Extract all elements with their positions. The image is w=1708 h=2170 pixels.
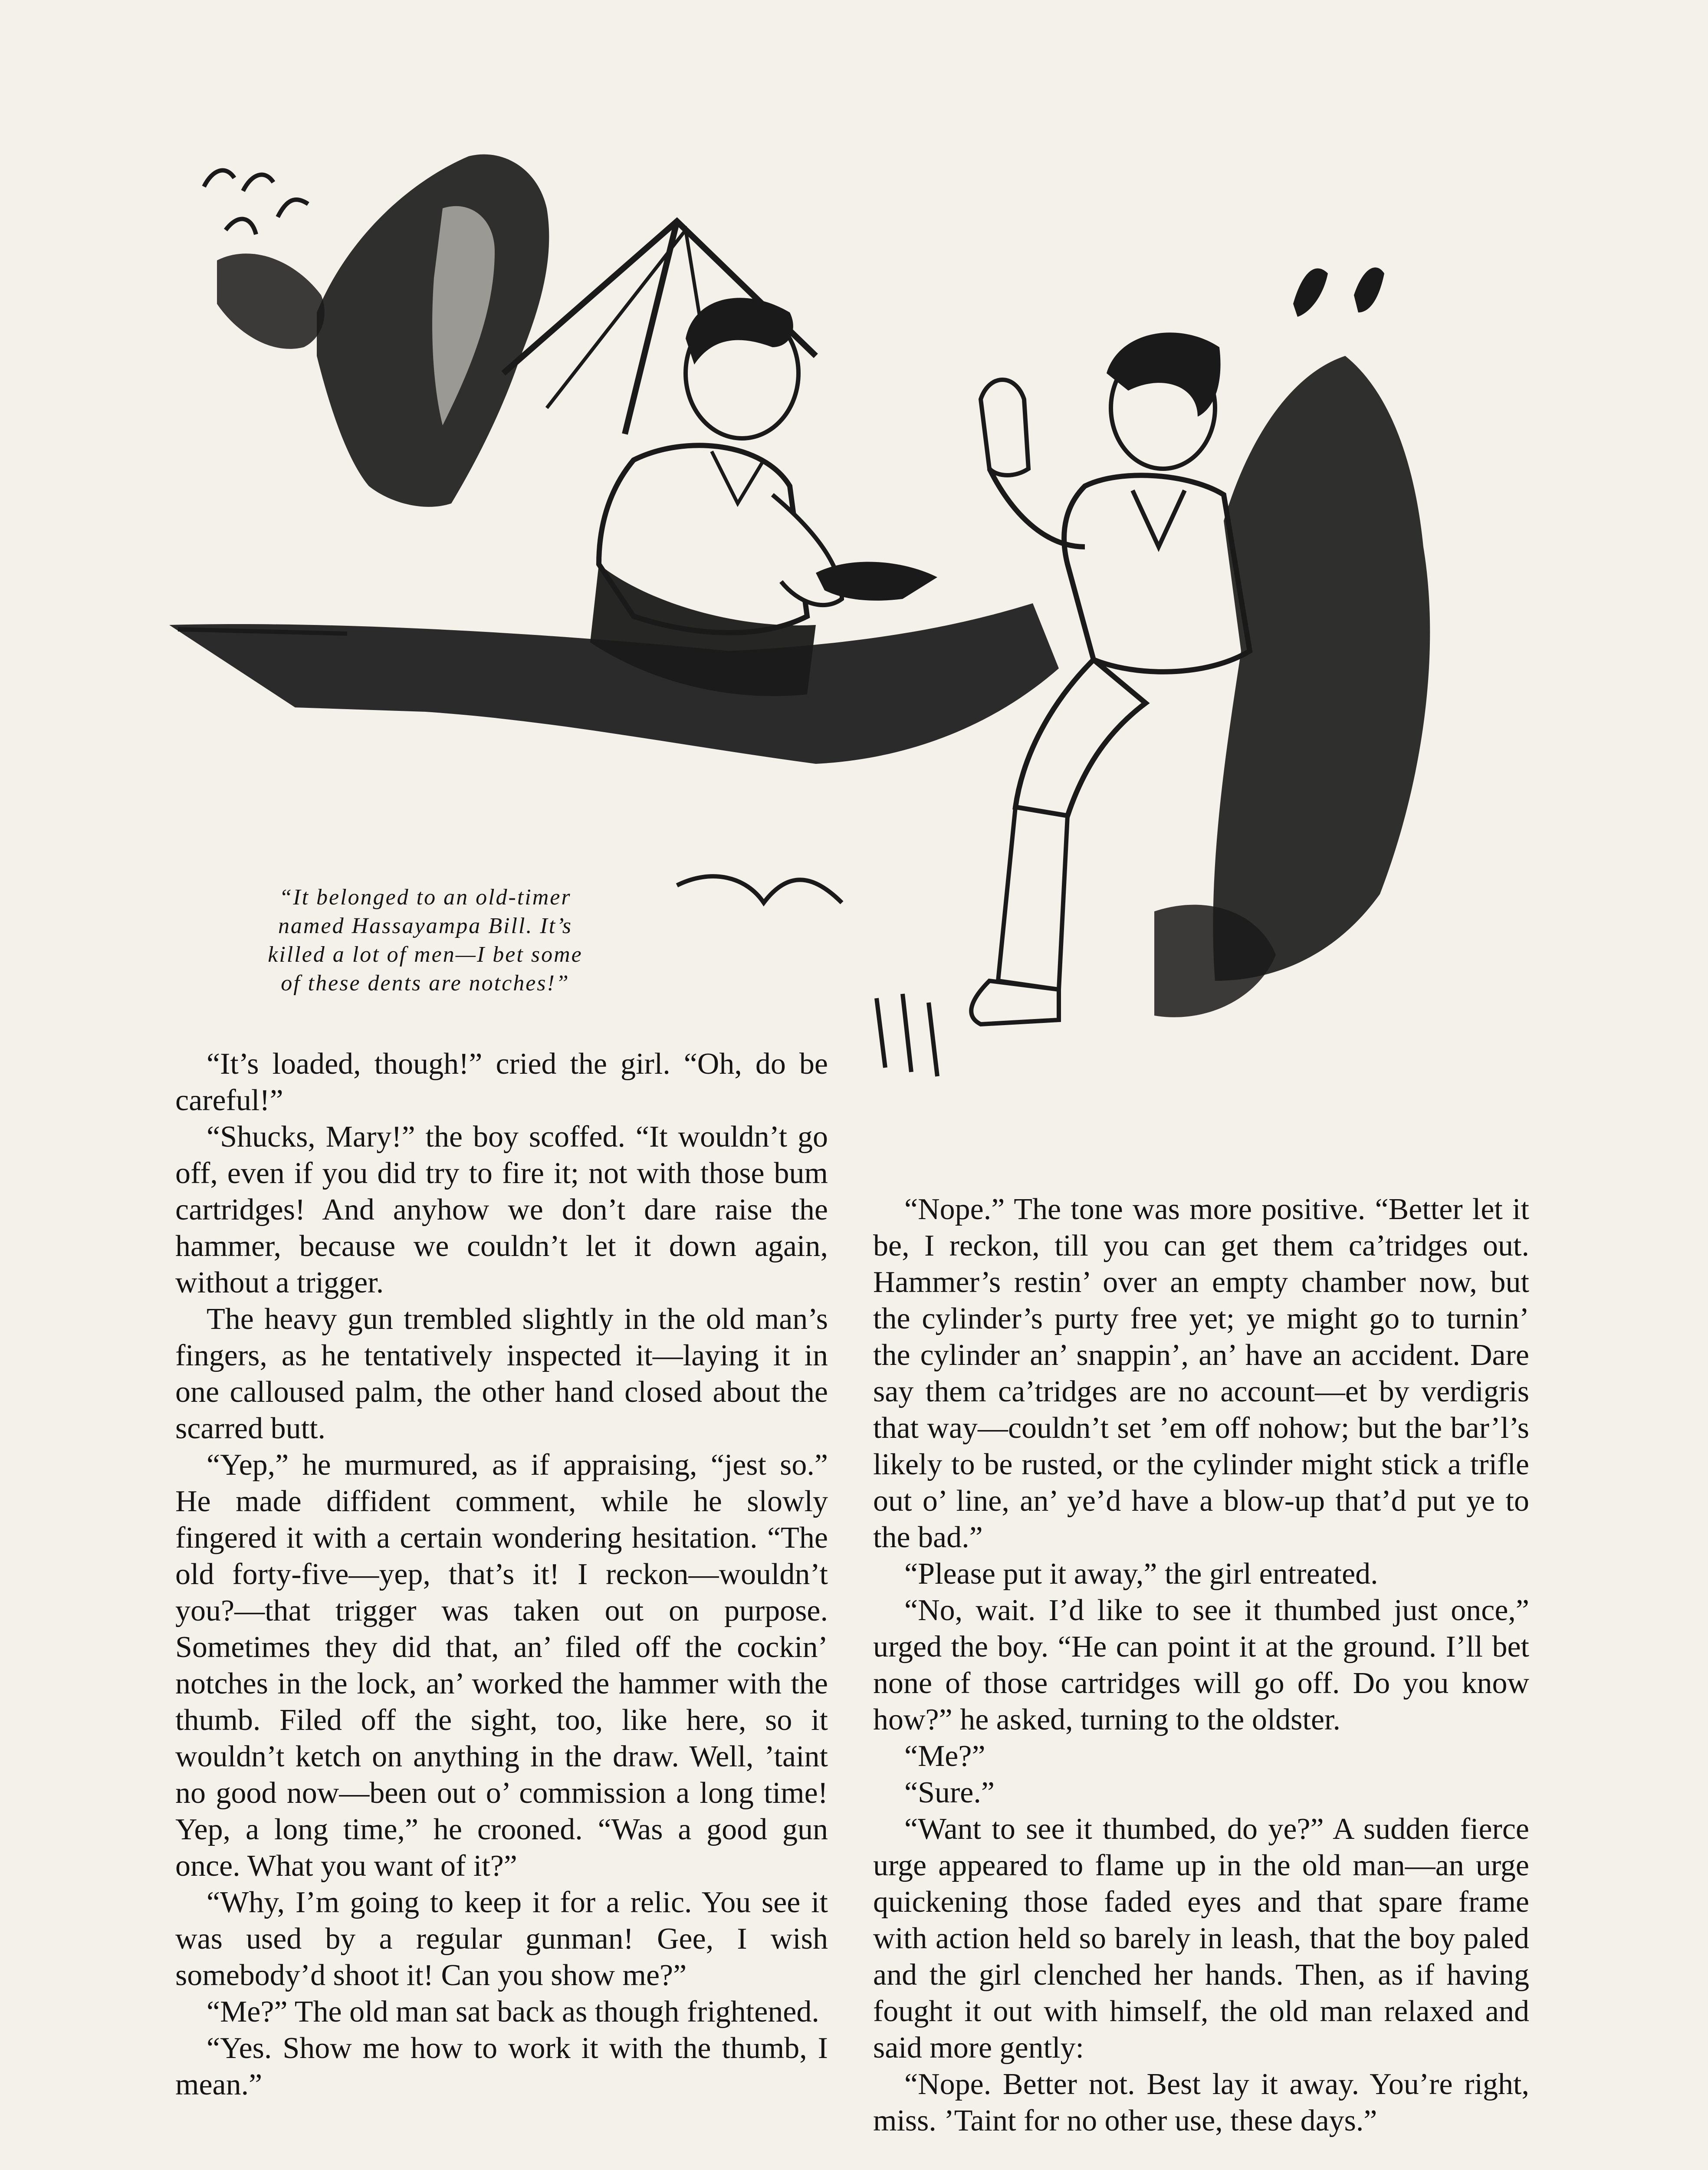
paragraph: “Me?” [904,1739,985,1773]
text-column-left [175,1046,828,2103]
paragraph: “Me?” The old man sat back as though frightened. [207,1995,819,2029]
paragraph: “Want to see it thumbed, do ye?” A sudden fierce urge appeared to flame up in the old man—an urge quickening those faded eyes and that spare frame with action held so barely in leash, that the boy paled and the girl clenched her hands. Then, as if having fought it out with himself, the old man relaxed and said more gently: [873,1812,1529,2065]
paragraph: “It’s loaded, though!” cried the girl. “Oh, do be careful!” [175,1047,828,1117]
paragraph: “Nope. Better not. Best lay it away. You’re right, miss. ’Taint for no other use, these days.” [873,2068,1529,2137]
paragraph: “Nope.” The tone was more positive. “Better let it be, I reckon, till you can get them ca’tridges out. Hammer’s restin’ over an empty chamber now, but the cylinder’s purty free yet; ye might go to turnin’ the cylinder an’ snappin’, an’ have an accident. Dare say them ca’tridges are no account—et by verdigris that way—couldn’t set ’em off nohow; but the bar’l’s likely to be rusted, or the cylinder might stick a trifle out o’ line, an’ ye’d have a blow-up that’d put ye to the bad.” [873,1193,1529,1554]
paragraph: “Please put it away,” the girl entreated. [904,1557,1378,1591]
mountain-sketch [217,155,549,507]
paragraph: “Sure.” [904,1776,995,1809]
paragraph: “Why, I’m going to keep it for a relic. You see it was used by a regular gunman! Gee, I wish somebody’d shoot it! Can you show me?” [175,1886,828,1992]
paragraph: “Yep,” he murmured, as if appraising, “jest so.” He made diffident comment, while he slowly fingered it with a certain wondering hesitation. “The old forty-five—yep, that’s it! I reckon—wouldn’t you?—that trigger was taken out on purpose. Sometimes they did that, an’ filed off the cockin’ notches in the lock, an’ worked the hammer with the thumb. Filed off the sight, too, like here, so it wouldn’t ketch on anything in the draw. Well, ’taint no good now—been out o’ commission a long time! Yep, a long time,” he crooned. “Was a good gun once. What you want of it?” [175,1448,828,1883]
text-column-right [873,1191,1529,2139]
paragraph: “No, wait. I’d like to see it thumbed just once,” urged the boy. “He can point it at the ground. I’ll bet none of those cartridges will go off. Do you know how?” he asked, turning to the oldster. [873,1594,1529,1736]
paragraph: “Shucks, Mary!” the boy scoffed. “It wouldn’t go off, even if you did try to fire it; not with those bum cartridges! And anyhow we don’t dare raise the hammer, because we couldn’t let it down again, without a trigger. [175,1120,828,1299]
grass-sketch-left [204,171,308,234]
paragraph: “Yes. Show me how to work it with the thumb, I mean.” [175,2032,828,2101]
illustration-caption: “It belonged to an old-timer named Hassayampa Bill. It’s killed a lot of men—I bet some of these dents are notches!” [268,885,583,996]
paragraph: The heavy gun trembled slightly in the old man’s fingers, as he tentatively inspected it—laying it in one calloused palm, the other hand closed about the scarred butt. [175,1302,828,1445]
